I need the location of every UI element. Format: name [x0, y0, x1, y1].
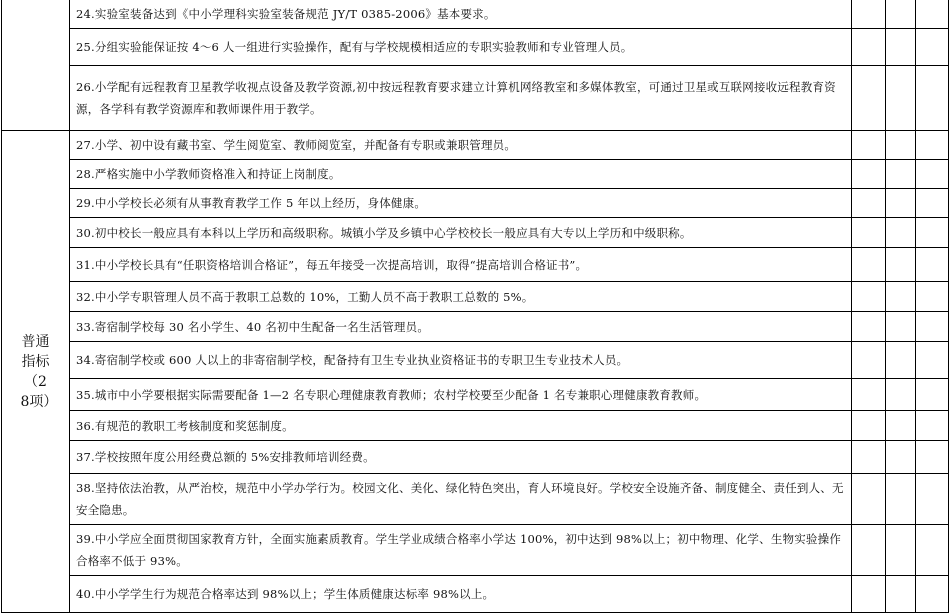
standards-table [1, 0, 949, 613]
blank-score-cell [852, 218, 886, 248]
blank-score-cell [916, 379, 949, 411]
standard-item-text: 39.中小学应全面贯彻国家教育方针，全面实施素质教育。学生学业成绩合格率小学达 100%，初中达到 98%以上；初中物理、化学、生物实验操作合格率不低于 93%。 [70, 525, 852, 576]
blank-score-cell [916, 160, 949, 189]
standard-item-text: 30.初中校长一般应具有本科以上学历和高级职称。城镇小学及乡镇中心学校校长一般应具有大专以上学历和中级职称。 [70, 218, 852, 248]
standard-item-text: 34.寄宿制学校或 600 人以上的非寄宿制学校，配备持有卫生专业执业资格证书的专职卫生专业技术人员。 [70, 342, 852, 379]
blank-score-cell [916, 525, 949, 576]
table-row [2, 66, 949, 131]
standards-table-body [2, 0, 949, 613]
blank-score-cell [886, 29, 916, 66]
category-cell-empty [2, 29, 70, 66]
blank-score-cell [916, 411, 949, 441]
blank-score-cell [886, 379, 916, 411]
standard-item-text: 29.中小学校长必须有从事教育教学工作 5 年以上经历，身体健康。 [70, 189, 852, 218]
blank-score-cell [916, 189, 949, 218]
blank-score-cell [852, 312, 886, 342]
blank-score-cell [852, 29, 886, 66]
standard-item-text: 24.实验室装备达到《中小学理科实验室装备规范 JY/T 0385-2006》基本要求。 [70, 0, 852, 29]
blank-score-cell [886, 576, 916, 613]
table-row [2, 218, 949, 248]
table-row [2, 379, 949, 411]
blank-score-cell [916, 131, 949, 160]
table-row [2, 131, 949, 160]
blank-score-cell [916, 282, 949, 312]
table-row [2, 282, 949, 312]
blank-score-cell [852, 411, 886, 441]
blank-score-cell [852, 576, 886, 613]
standard-item-text: 31.中小学校长具有“任职资格培训合格证”，每五年接受一次提高培训，取得“提高培训合格证书”。 [70, 248, 852, 282]
blank-score-cell [916, 474, 949, 525]
blank-score-cell [916, 66, 949, 131]
standard-item-text: 25.分组实验能保证按 4～6 人一组进行实验操作，配有与学校规模相适应的专职实验教师和专业管理人员。 [70, 29, 852, 66]
standard-item-text: 40.中小学学生行为规范合格率达到 98%以上；学生体质健康达标率 98%以上。 [70, 576, 852, 613]
blank-score-cell [886, 66, 916, 131]
standard-item-text: 26.小学配有远程教育卫星教学收视点设备及教学资源,初中按远程教育要求建立计算机网络教室和多媒体教室，可通过卫星或互联网接收远程教育资源，各学科有教学资源库和教师课件用于教学。 [70, 66, 852, 131]
table-row [2, 29, 949, 66]
blank-score-cell [886, 131, 916, 160]
standard-item-text: 35.城市中小学要根据实际需要配备 1—2 名专职心理健康教育教师；农村学校要至少配备 1 名专兼职心理健康教育教师。 [70, 379, 852, 411]
standard-item-text: 28.严格实施中小学教师资格准入和持证上岗制度。 [70, 160, 852, 189]
blank-score-cell [916, 576, 949, 613]
blank-score-cell [916, 441, 949, 474]
blank-score-cell [886, 282, 916, 312]
blank-score-cell [886, 189, 916, 218]
blank-score-cell [886, 0, 916, 29]
table-row [2, 474, 949, 525]
blank-score-cell [852, 66, 886, 131]
blank-score-cell [852, 189, 886, 218]
blank-score-cell [886, 160, 916, 189]
blank-score-cell [916, 312, 949, 342]
table-row [2, 525, 949, 576]
blank-score-cell [916, 29, 949, 66]
standard-item-text: 38.坚持依法治教，从严治校，规范中小学办学行为。校园文化、美化、绿化特色突出，育人环境良好。学校安全设施齐备、制度健全、责任到人、无安全隐患。 [70, 474, 852, 525]
standard-item-text: 36.有规范的教职工考核制度和奖惩制度。 [70, 411, 852, 441]
standard-item-text: 33.寄宿制学校每 30 名小学生、40 名初中生配备一名生活管理员。 [70, 312, 852, 342]
standard-item-text: 27.小学、初中设有藏书室、学生阅览室、教师阅览室，并配备有专职或兼职管理员。 [70, 131, 852, 160]
table-row [2, 441, 949, 474]
blank-score-cell [886, 342, 916, 379]
blank-score-cell [886, 441, 916, 474]
blank-score-cell [852, 379, 886, 411]
blank-score-cell [852, 342, 886, 379]
blank-score-cell [916, 218, 949, 248]
blank-score-cell [852, 525, 886, 576]
table-row [2, 189, 949, 218]
table-row [2, 0, 949, 29]
category-cell-empty [2, 66, 70, 131]
blank-score-cell [852, 282, 886, 312]
blank-score-cell [852, 248, 886, 282]
blank-score-cell [852, 0, 886, 29]
blank-score-cell [852, 131, 886, 160]
blank-score-cell [886, 411, 916, 441]
table-row [2, 576, 949, 613]
table-row [2, 411, 949, 441]
standard-item-text: 37.学校按照年度公用经费总额的 5%安排教师培训经费。 [70, 441, 852, 474]
table-row [2, 248, 949, 282]
category-cell [2, 131, 70, 613]
blank-score-cell [916, 248, 949, 282]
blank-score-cell [852, 474, 886, 525]
blank-score-cell [916, 0, 949, 29]
category-label: 普通指标（28项） [20, 333, 58, 410]
standard-item-text: 32.中小学专职管理人员不高于教职工总数的 10%，工勤人员不高于教职工总数的 5%。 [70, 282, 852, 312]
blank-score-cell [886, 218, 916, 248]
blank-score-cell [886, 312, 916, 342]
table-row [2, 312, 949, 342]
category-cell-empty [2, 0, 70, 29]
table-row [2, 160, 949, 189]
blank-score-cell [852, 441, 886, 474]
blank-score-cell [886, 248, 916, 282]
table-row [2, 342, 949, 379]
blank-score-cell [916, 342, 949, 379]
blank-score-cell [886, 474, 916, 525]
blank-score-cell [852, 160, 886, 189]
blank-score-cell [886, 525, 916, 576]
